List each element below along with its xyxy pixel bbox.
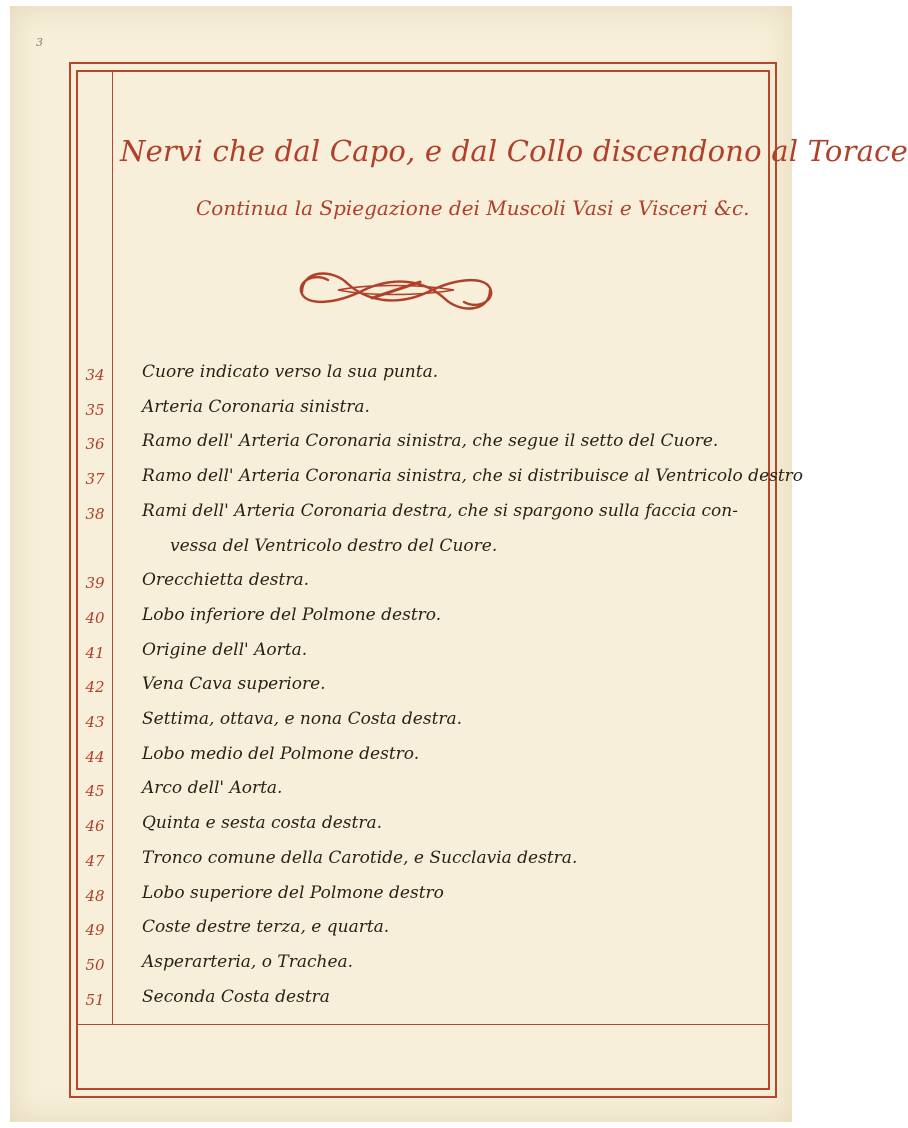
- entry-number: 40: [85, 608, 105, 627]
- entry-text: Ramo dell' Arteria Coronaria sinistra, che si distribuisce al Ventricolo destro: [142, 466, 804, 487]
- entry-text: Rami dell' Arteria Coronaria destra, che si spargono sulla faccia con-: [142, 500, 738, 521]
- entry-number: 39: [85, 574, 105, 593]
- entry-text: Quinta e sesta costa destra.: [142, 813, 383, 834]
- entry-number: 38: [85, 504, 105, 523]
- entry-text: Vena Cava superiore.: [142, 674, 326, 695]
- page-corner-mark: 3: [36, 36, 43, 49]
- entry-text: Lobo inferiore del Polmone destro.: [142, 604, 442, 625]
- entry-number: 50: [85, 955, 105, 974]
- entry-number: 43: [85, 713, 105, 731]
- entry-text: Ramo dell' Arteria Coronaria sinistra, che segue il setto del Cuore.: [142, 431, 719, 452]
- entry-text: Cuore indicato verso la sua punta.: [142, 362, 439, 382]
- bottom-rule: [76, 1024, 770, 1025]
- entry-number: 51: [85, 990, 105, 1009]
- entry-number: 47: [85, 851, 105, 870]
- calligraphic-flourish: [288, 262, 504, 318]
- number-column-rule: [112, 72, 113, 1024]
- entry-number: 37: [85, 470, 105, 489]
- entry-number: 44: [85, 747, 105, 766]
- entry-text: Seconda Costa destra: [142, 986, 330, 1007]
- entry-number: 42: [85, 678, 105, 697]
- entry-text: Tronco comune della Carotide, e Succlavia destra.: [142, 847, 578, 868]
- entry-number: 36: [85, 435, 105, 454]
- entry-text: Settima, ottava, e nona Costa destra.: [142, 709, 463, 729]
- entry-text: Arco dell' Aorta.: [142, 778, 283, 799]
- entry-number: 46: [85, 817, 105, 836]
- entry-text: Origine dell' Aorta.: [142, 639, 308, 660]
- entry-number: 48: [85, 886, 105, 905]
- entry-text: Asperarteria, o Trachea.: [142, 951, 354, 972]
- page-title: Nervi che dal Capo, e dal Collo discendono al Torace: [120, 134, 908, 168]
- entry-text: Orecchietta destra.: [142, 570, 309, 591]
- entry-text: Lobo superiore del Polmone destro: [142, 882, 444, 903]
- entry-text: vessa del Ventricolo destro del Cuore.: [170, 535, 498, 556]
- entry-number: 41: [85, 643, 105, 662]
- entry-number: 45: [85, 782, 105, 801]
- entry-text: Arteria Coronaria sinistra.: [142, 396, 370, 417]
- entry-number: 34: [85, 366, 105, 384]
- page-subtitle: Continua la Spiegazione dei Muscoli Vasi e Visceri &c.: [196, 196, 750, 220]
- entry-text: Lobo medio del Polmone destro.: [142, 743, 420, 764]
- entry-text: Coste destre terza, e quarta.: [142, 917, 390, 938]
- entry-number: 49: [85, 921, 105, 940]
- entry-number: 35: [85, 400, 105, 419]
